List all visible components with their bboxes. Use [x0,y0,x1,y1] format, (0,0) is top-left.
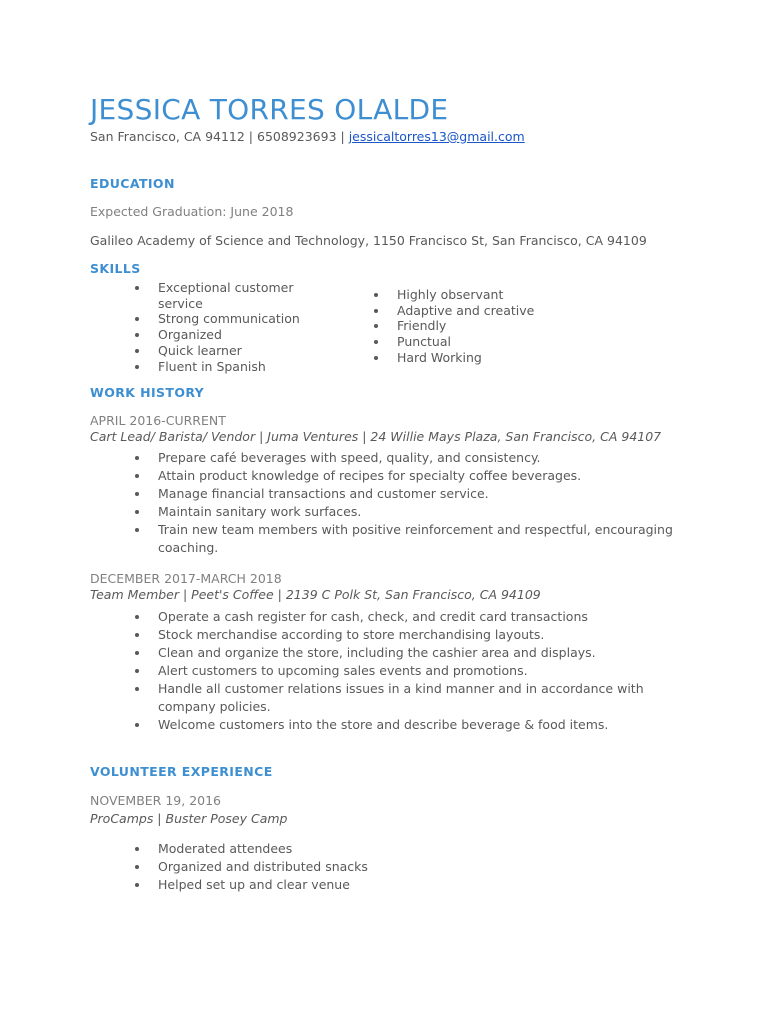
job-duty: Stock merchandise according to store merchandising layouts. [90,626,690,644]
skill-item: Hard Working [329,350,589,366]
skills-list-left [90,280,330,374]
volunteer-title: ProCamps | Buster Posey Camp [90,811,288,826]
job-duties-list [90,608,690,734]
job-title: Cart Lead/ Barista/ Vendor | Juma Ventures | 24 Willie Mays Plaza, San Francisco, CA 94107 [90,429,662,444]
volunteer-date: NOVEMBER 19, 2016 [90,793,221,808]
skill-item: Friendly [329,318,589,334]
job-duties-list [90,449,690,557]
job-duty: Train new team members with positive reinforcement and respectful, encouraging coaching. [90,521,690,557]
graduation-date: Expected Graduation: June 2018 [90,204,294,219]
skill-item: Punctual [329,334,589,350]
school-name: Galileo Academy of Science and Technology, 1150 Francisco St, San Francisco, CA 94109 [90,233,647,248]
skill-item: Strong communication [90,311,330,327]
candidate-name: JESSICA TORRES OLALDE [90,93,449,126]
volunteer-duty: Organized and distributed snacks [90,858,690,876]
skill-item: Fluent in Spanish [90,359,330,375]
skill-item: Organized [90,327,330,343]
job-duty: Clean and organize the store, including the cashier area and displays. [90,644,690,662]
volunteer-heading: VOLUNTEER EXPERIENCE [90,764,273,779]
job-duty: Manage financial transactions and customer service. [90,485,690,503]
education-heading: EDUCATION [90,176,175,191]
contact-line [90,128,525,145]
skill-item: Adaptive and creative [329,303,589,319]
job-title: Team Member | Peet's Coffee | 2139 C Polk St, San Francisco, CA 94109 [90,587,541,602]
skill-item: Highly observant [329,287,589,303]
work-history-heading: WORK HISTORY [90,385,205,400]
contact-address-phone: San Francisco, CA 94112 | 6508923693 | [90,129,349,144]
skills-list-right [329,287,589,366]
job-dates: DECEMBER 2017-MARCH 2018 [90,571,282,586]
job-duty: Maintain sanitary work surfaces. [90,503,690,521]
volunteer-duty: Helped set up and clear venue [90,876,690,894]
job-duty: Alert customers to upcoming sales events and promotions. [90,662,690,680]
job-duty: Operate a cash register for cash, check, and credit card transactions [90,608,690,626]
job-dates: APRIL 2016-CURRENT [90,413,226,428]
job-duty: Welcome customers into the store and describe beverage & food items. [90,716,690,734]
email-link[interactable]: jessicaltorres13@gmail.com [348,129,525,144]
volunteer-duty: Moderated attendees [90,840,690,858]
skills-heading: SKILLS [90,261,141,276]
skill-item: Exceptional customer service [90,280,330,311]
job-duty: Prepare café beverages with speed, quality, and consistency. [90,449,690,467]
volunteer-duties-list [90,840,690,894]
skill-item: Quick learner [90,343,330,359]
job-duty: Handle all customer relations issues in a kind manner and in accordance with company policies. [90,680,690,716]
job-duty: Attain product knowledge of recipes for specialty coffee beverages. [90,467,690,485]
